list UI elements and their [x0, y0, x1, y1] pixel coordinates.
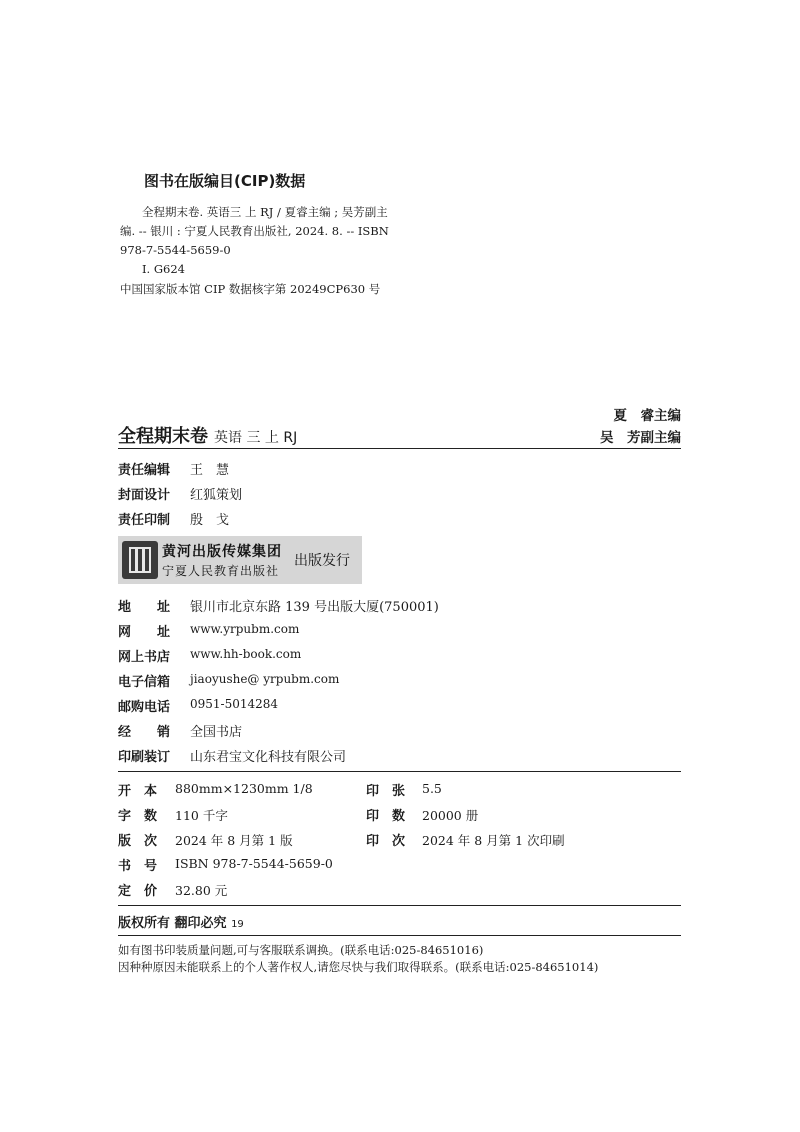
contact-value-address: 银川市北京东路 139 号出版大厦(750001) — [190, 600, 439, 615]
chief-editor: 夏 睿主编 — [613, 408, 681, 424]
spec-value-sheets: 5.5 — [422, 781, 442, 796]
spec-label-printing: 印 次 — [366, 834, 406, 849]
spec-value-copies: 20000 册 — [422, 808, 479, 823]
book-subtitle: 英语 三 上 RJ — [214, 430, 298, 446]
book-title-main: 全程期末卷 — [118, 426, 208, 447]
publisher-name: 宁夏人民教育出版社 — [162, 564, 280, 578]
publisher-logo — [118, 536, 362, 584]
staff-value-editor: 王 慧 — [190, 463, 230, 478]
publisher-logo-icon — [122, 541, 158, 579]
contact-label-website: 网 址 — [118, 625, 171, 640]
spec-value-isbn: ISBN 978-7-5544-5659-0 — [175, 856, 333, 871]
copyright-line — [118, 912, 244, 931]
contact-value-bookstore: www.hh-book.com — [190, 647, 302, 661]
publisher-group: 黄河出版传媒集团 — [162, 544, 282, 560]
cip-line-2: 编. -- 银川 : 宁夏人民教育出版社, 2024. 8. -- ISBN — [120, 224, 389, 238]
spec-label-sheets: 印 张 — [366, 784, 406, 799]
deputy-editor: 吴 芳副主编 — [600, 430, 681, 446]
contact-value-website: www.yrpubm.com — [190, 622, 300, 636]
publisher-issue: 出版发行 — [294, 553, 350, 569]
spec-value-format: 880mm×1230mm 1/8 — [175, 781, 313, 796]
spec-label-price: 定 价 — [118, 884, 158, 899]
cip-title: 图书在版编目(CIP)数据 — [144, 172, 306, 190]
spec-value-printing: 2024 年 8 月第 1 次印刷 — [422, 833, 565, 848]
cip-line-3: 978-7-5544-5659-0 — [120, 243, 231, 257]
divider-specs — [118, 771, 681, 772]
spec-label-edition: 版 次 — [118, 834, 158, 849]
divider-notes — [118, 935, 681, 936]
spec-label-format: 开 本 — [118, 784, 158, 799]
copyright-code: 19 — [231, 919, 244, 930]
contact-label-phone: 邮购电话 — [118, 700, 171, 715]
note-quality: 如有图书印装质量问题,可与客服联系调换。(联系电话:025-84651016) — [118, 943, 484, 957]
spec-label-isbn: 书 号 — [118, 859, 158, 874]
contact-value-email: jiaoyushe@ yrpubm.com — [190, 672, 340, 686]
cip-line-5: 中国国家版本馆 CIP 数据核字第 20249CP630 号 — [120, 282, 381, 296]
contact-label-bookstore: 网上书店 — [118, 650, 171, 665]
staff-label-cover: 封面设计 — [118, 488, 171, 503]
contact-value-printer: 山东君宝文化科技有限公司 — [190, 750, 347, 765]
contact-value-phone: 0951-5014284 — [190, 697, 279, 711]
book-title — [118, 422, 297, 448]
contact-label-address: 地 址 — [118, 600, 171, 615]
spec-value-price: 32.80 元 — [175, 883, 228, 898]
contact-label-printer: 印刷装订 — [118, 750, 171, 765]
staff-value-print: 殷 戈 — [190, 513, 230, 528]
contact-label-distributor: 经 销 — [118, 725, 171, 740]
spec-value-words: 110 千字 — [175, 808, 228, 823]
note-copyright-holder: 因种种原因未能联系上的个人著作权人,请您尽快与我们取得联系。(联系电话:025-84651014) — [118, 960, 599, 974]
staff-label-editor: 责任编辑 — [118, 463, 171, 478]
contact-value-distributor: 全国书店 — [190, 725, 243, 740]
staff-label-print: 责任印制 — [118, 513, 171, 528]
staff-value-cover: 红狐策划 — [190, 488, 243, 503]
divider-copyright — [118, 905, 681, 906]
contact-label-email: 电子信箱 — [118, 675, 171, 690]
spec-label-copies: 印 数 — [366, 809, 406, 824]
cip-line-1: 全程期末卷. 英语三 上 RJ / 夏睿主编 ; 吴芳副主 — [142, 205, 388, 219]
cip-line-4: Ⅰ. G624 — [142, 262, 185, 276]
spec-label-words: 字 数 — [118, 809, 158, 824]
divider-title — [118, 448, 681, 449]
spec-value-edition: 2024 年 8 月第 1 版 — [175, 833, 293, 848]
copyright-text: 版权所有 翻印必究 — [118, 916, 227, 931]
